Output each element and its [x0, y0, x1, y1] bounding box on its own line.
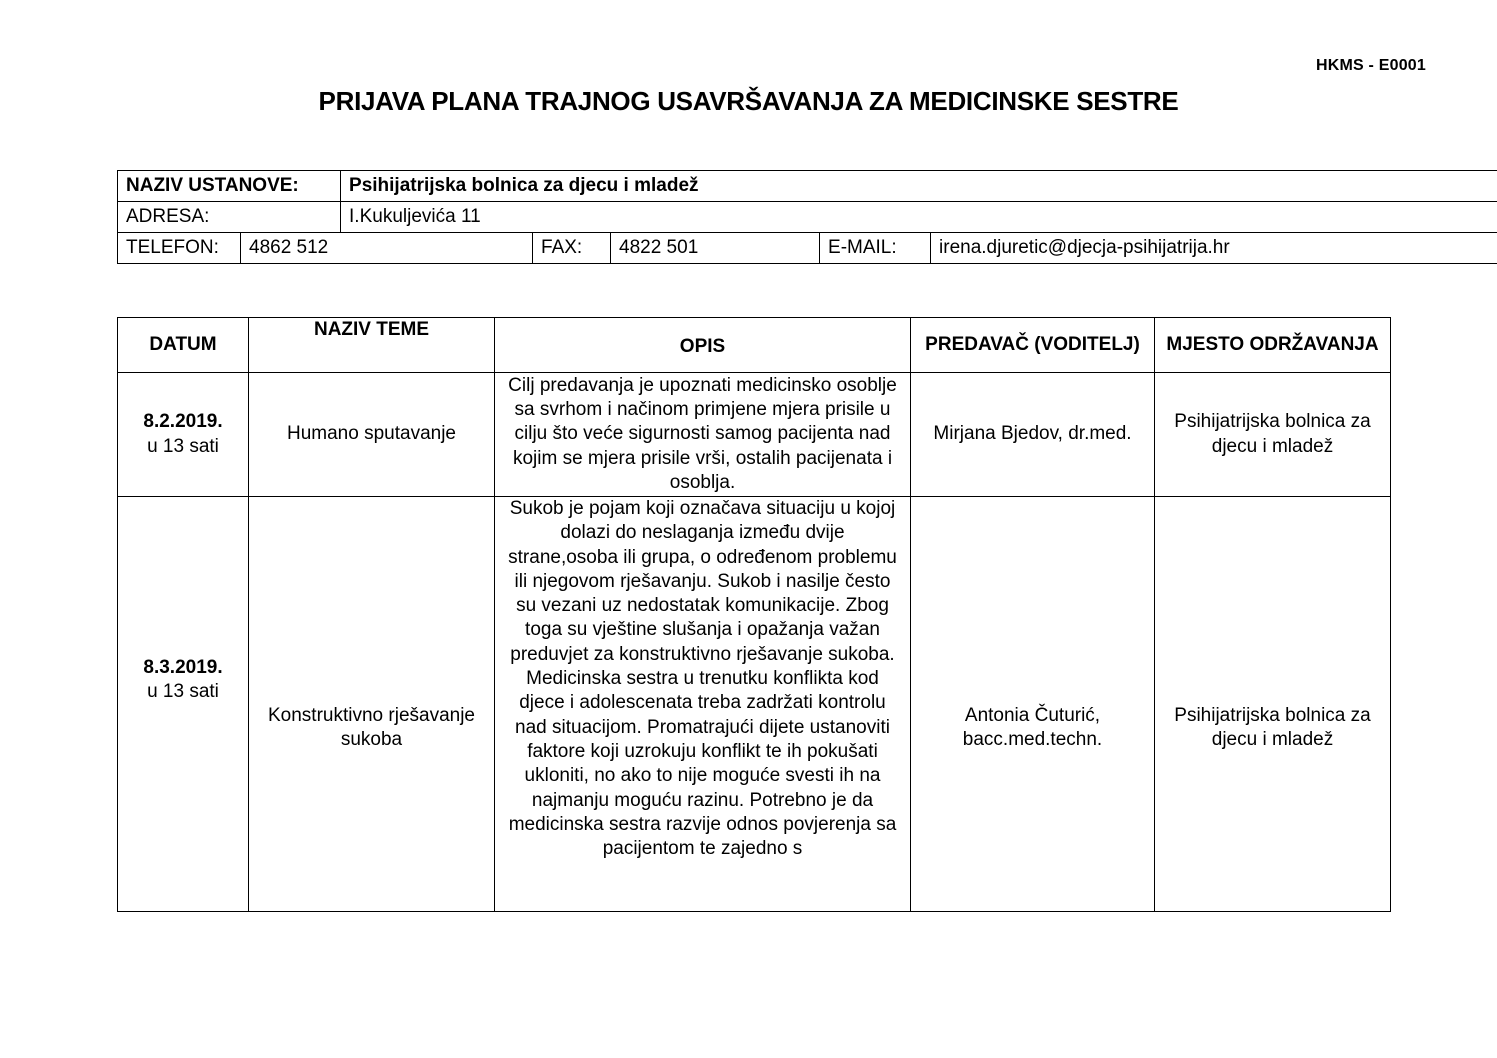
date-cell: [118, 373, 249, 497]
event-date: 8.2.2019.: [143, 411, 223, 433]
training-plan-table: [117, 317, 1391, 912]
topic-text: Konstruktivno rješavanje sukoba: [268, 704, 475, 750]
event-date: 8.3.2019.: [143, 656, 223, 678]
table-row: [118, 373, 1391, 497]
table-row: [118, 497, 1391, 912]
header-description: OPIS: [495, 318, 911, 373]
lecturer-cell: [911, 497, 1155, 912]
location-cell: Psihijatrijska bolnica za djecu i mladež: [1155, 373, 1391, 497]
email-label: E-MAIL:: [820, 233, 931, 264]
date-cell: [118, 497, 249, 912]
lecturer-text: Antonia Čuturić, bacc.med.techn.: [962, 704, 1103, 750]
institution-name-value: Psihijatrijska bolnica za djecu i mladež: [341, 171, 1497, 202]
address-value: I.Kukuljevića 11: [341, 202, 1497, 233]
institution-address-row: [118, 202, 1497, 233]
header-date: DATUM: [118, 318, 249, 373]
fax-label: FAX:: [533, 233, 611, 264]
description-text: Sukob je pojam koji označava situaciju u kojoj dolazi do neslaganja između dvije strane,osoba ili grupa, o određenom problemu ili njegovom rješavanju. Sukob i nasilje često su vezani uz nedostatak komunikacije. Zbog toga su vještine slušanja i opažanja važan preduvjet za konstruktivno rješavanje sukoba. Medicinska sestra u trenutku konflikta kod djece i adolescenata treba zadržati kontrolu nad situacijom. Promatrajući dijete ustanoviti faktore koji uzrokuju konflikt te ih pokušati ukloniti, no ako to nije moguće svesti ih na najmanju moguću razinu. Potrebno je da medicinska sestra razvije odnos povjerenja sa pacijentom te zajedno s: [508, 498, 897, 860]
topic-cell: [249, 497, 495, 912]
plan-header-row: [118, 318, 1391, 373]
phone-value: 4862 512: [241, 233, 533, 264]
header-lecturer: PREDAVAČ (VODITELJ): [911, 318, 1155, 373]
header-location: MJESTO ODRŽAVANJA: [1155, 318, 1391, 373]
event-time: u 13 sati: [147, 681, 219, 702]
event-time: u 13 sati: [147, 435, 219, 457]
institution-info-table: [117, 170, 1497, 264]
location-text: Psihijatrijska bolnica za djecu i mladež: [1174, 704, 1371, 750]
description-cell: [495, 497, 911, 912]
topic-cell: Humano sputavanje: [249, 373, 495, 497]
institution-name-row: [118, 171, 1497, 202]
phone-label: TELEFON:: [118, 233, 241, 264]
description-cell: Cilj predavanja je upoznati medicinsko osoblje sa svrhom i načinom primjene mjera prisile u cilju što veće sigurnosti samog pacijenta nad kojim se mjera prisile vrši, ostalih pacijenata i osoblja.: [495, 373, 911, 497]
document-code: HKMS - E0001: [1316, 57, 1426, 74]
institution-contact-row: [118, 233, 1497, 264]
lecturer-cell: Mirjana Bjedov, dr.med.: [911, 373, 1155, 497]
header-topic: NAZIV TEME: [249, 318, 495, 373]
fax-value: 4822 501: [611, 233, 820, 264]
email-value: irena.djuretic@djecja-psihijatrija.hr: [931, 233, 1497, 264]
institution-name-label: NAZIV USTANOVE:: [118, 171, 341, 202]
location-cell: [1155, 497, 1391, 912]
address-label: ADRESA:: [118, 202, 341, 233]
page-title: PRIJAVA PLANA TRAJNOG USAVRŠAVANJA ZA MEDICINSKE SESTRE: [318, 86, 1179, 116]
